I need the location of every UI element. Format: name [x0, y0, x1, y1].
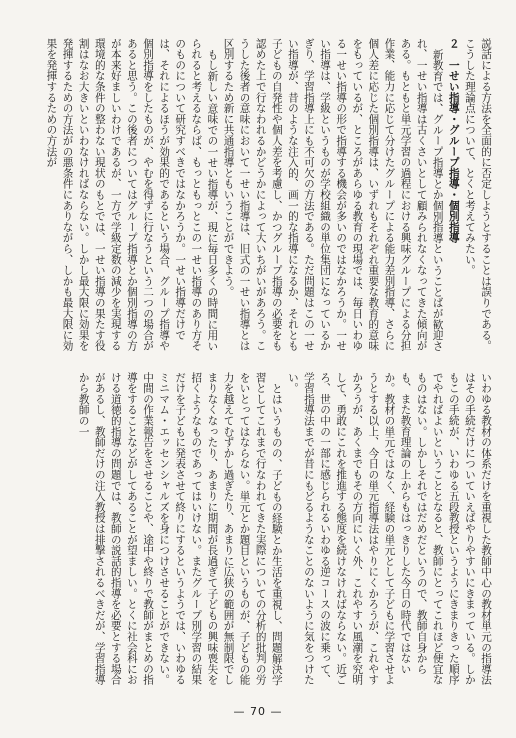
section-heading: ２ 一せい指導・グループ指導・個別指導 [447, 38, 460, 244]
paragraph: もし新しい意味での一せい指導が、現に毎日多くの時間に用いられると考えるならば、もっともっとこの一せい指導のあり方そのものについて研究すべきではなかろうか。一せい指導だけでは、それによるほうが効果的であるという場合、グループ指導や個別指導をしたものが、やむを得ずに行なうという二つの場合があると思う。この後者についてはグループ指導とか個別指導の方が本来好ましいわけであるが、一方で学級定数の減少を実現する環境的な条件の整わない現状のもとでは、一せい指導の果たす役割はなお大きいといわなければならない。しかし最大限に効果を発揮するための方法がの悪条件にありながら、しかも最大限に効果を発揮するための方法が [45, 38, 219, 352]
lower-text-block [24, 372, 494, 690]
page-number: — 70 — [233, 705, 283, 718]
paragraph: いわゆる教材の体系だけを重視した教師中心の教材単元の指導法はその手続だけについていえばやりやすいにきまっている。しかもこの手続が、いわゆる五段教授というようにきまりきった順序でやればよいということとなると、教師にとってこれほど便宜なものはない。しかしそれではだめだというので、教師自身からも、また教育理論の上からもはっきりした今日の時代ではないか。教材の単元ではなく、経験の単元として子どもに学習させようとする以上、今日の単元指導法はやりにくかろうが、これやすかろうが、あくまでもその方向にいく外、これやすい風潮を究明して、勇敢にこれを推進する態度を続けなければならない。近ごろ、世の中の一部に感じられるいわゆる逆コースの波に乗って、学習指導法までが昔にもどるようなことのないように気をつけたい。 [286, 372, 492, 686]
paragraph: 説話による方法を全面的に否定しようとすることは誤りである。こうした理論点について、とくと考えてみたい。 [463, 38, 492, 352]
upper-text-block [24, 38, 494, 356]
paragraph: 新教育では、グループ指導とか個別指導ということばが歓迎され、一せい指導は古くさいとして顧みられなくなってきた傾向がある。もともと単元学習の過程における興味グループによる分担作業、能力に応じて分けたグループによる能力差別指導、さらに個人差に応じた個別指導は、いずれもそれぞれ重要な教育的意味をもっているが、ところがあらゆる教育の現場では、毎日いわゆる一せい指導の形で指導する機会が多いのではなかろうか。一せい指導は、学級というものが学校組織の単位集団になっているかぎり、学習指導上にも不可欠の方法である。ただ問題はこの一せい指導が、昔のような注入的、画一的な指導になるか、それとも子どもの自発性や個人差を考慮し、かつグループ指導の必要をも認めた上で行なわれるかどうかによって大いちがいがあろう。こうした後者の意味において一せい指導は、旧式の一せい指導とは区別するため新に共通指導ともいうことができよう。 [222, 38, 444, 352]
paragraph: とはいうものの、子どもの経験とか生活を重視し、問題解決学習としてこれまで行なわれてきた実際についての分析的批判の労をいとってはならない。単元とか題目というものが、子どもの能力を越えてむずかし過ぎたり、あまりに広狭の範囲が無制限でしまりなくなったり、あまりに期間が長過ぎて子どもの興味喪失を招くようなものであってはいけない。またグループ別学習の結果だけを子どもに発表させて終りにするというようでは、いわゆるミニマム・エッセンシャルズを身につけさせることができない。中間の作業報告をさせることや、途中や終りで教師がまとめの指導をすることなどがしてあることが望ましい。とくに社会科における道徳的指導の問題では、教師の説話的指導を必要とする場合があるし、教師だけの注入教授は排撃されるべきだが、学習指導から教師の一 [77, 372, 283, 686]
